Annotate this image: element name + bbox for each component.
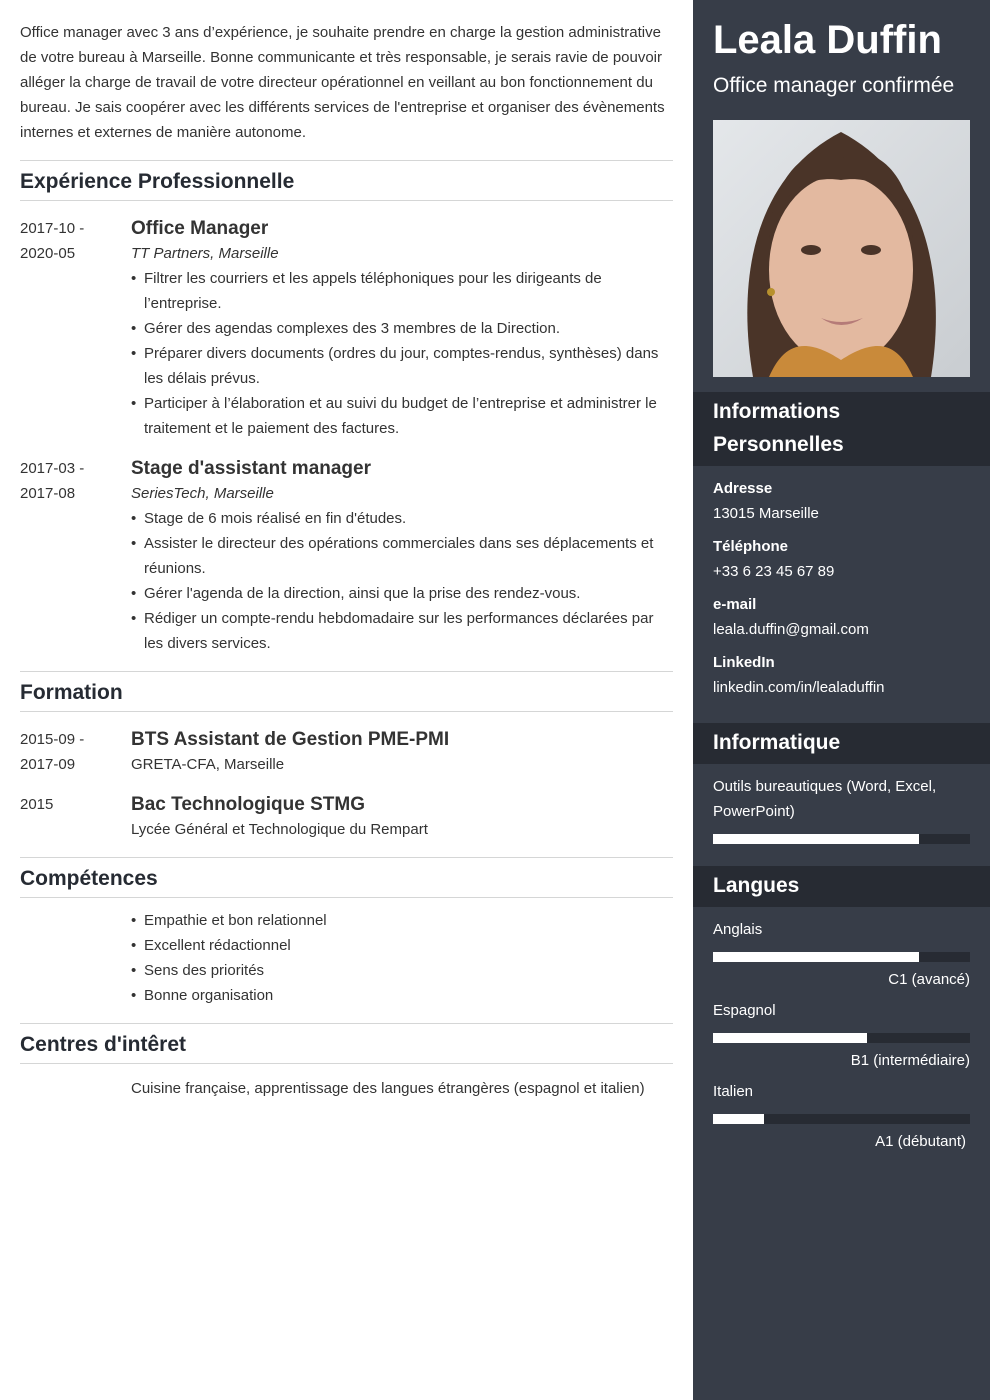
date-start: 2015 (20, 796, 54, 813)
languages (693, 907, 990, 1175)
degree-title: BTS Assistant de Gestion PME-PMI (131, 729, 450, 750)
language-name: Anglais (713, 921, 763, 938)
interests-section (20, 1023, 673, 1101)
education-entry (20, 727, 673, 777)
it-skill-bar (713, 834, 970, 844)
section-title-interests: Centres d'intêret (20, 1023, 673, 1064)
it-skill-bar-fill (713, 834, 919, 844)
task-item: • Rédiger un compte-rendu hebdomadaire sur les performances déclarées par les divers services. (131, 606, 673, 656)
section-title-experience: Expérience Professionnelle (20, 160, 673, 201)
linkedin-label: LinkedIn (713, 654, 775, 671)
education-section (20, 671, 673, 842)
portrait-image (713, 120, 970, 377)
section-title-it: Informatique (693, 723, 990, 764)
task-item: • Filtrer les courriers et les appels téléphoniques pour les dirigeants de l’entreprise. (131, 266, 673, 316)
task-item: • Assister le directeur des opérations commerciales dans ses déplacements et réunions. (131, 531, 673, 581)
it-skill-label: Outils bureautiques (Word, Excel, PowerPoint) (713, 778, 937, 820)
language-bar (713, 952, 970, 962)
language-bar-fill (713, 952, 919, 962)
skills-list (131, 908, 673, 1008)
linkedin-value: linkedin.com/in/lealaduffin (713, 679, 885, 696)
job-title: Stage d'assistant manager (131, 458, 371, 479)
email-label: e-mail (713, 596, 757, 613)
task-item: • Préparer divers documents (ordres du jour, comptes-rendus, synthèses) dans les délais prévus. (131, 341, 673, 391)
experience-section (20, 160, 673, 656)
section-title-languages: Langues (693, 866, 990, 907)
task-item: • Gérer l'agenda de la direction, ainsi que la prise des rendez-vous. (131, 581, 673, 606)
entry-dates (20, 727, 131, 777)
language-bar-fill (713, 1114, 764, 1124)
section-title-education: Formation (20, 671, 673, 712)
job-tasks (131, 266, 673, 441)
skills-section (20, 857, 673, 1008)
task-item: • Gérer des agendas complexes des 3 membres de la Direction. (131, 316, 673, 341)
language-bar (713, 1114, 970, 1124)
language-bar-fill (713, 1033, 867, 1043)
employer: SeriesTech, Marseille (131, 485, 274, 502)
date-start: 2017-03 - (20, 460, 85, 477)
task-item: • Stage de 6 mois réalisé en fin d'études. (131, 506, 673, 531)
profile-summary: Office manager avec 3 ans d’expérience, je souhaite prendre en charge la gestion administrative de votre bureau à Marseille. Bonne communicante et très responsable, je serais ravie de pouvoir alléger la charge de travail de votre directeur opérationnel en veillant au bon fonctionnement du bureau. Je sais coopérer avec les différents services de l'entreprise et organiser des évènements internes et externes de manière autonome. (20, 24, 665, 141)
school: GRETA-CFA, Marseille (131, 756, 285, 773)
school: Lycée Général et Technologique du Rempart (131, 821, 428, 838)
section-title-skills: Compétences (20, 857, 673, 898)
date-end: 2017-09 (20, 756, 76, 773)
language-name: Espagnol (713, 1002, 776, 1019)
degree-title: Bac Technologique STMG (131, 794, 365, 815)
email-value: leala.duffin@gmail.com (713, 621, 869, 638)
entry-dates (20, 216, 131, 441)
date-start: 2015-09 - (20, 731, 85, 748)
section-title-personal-info: Informations Personnelles (693, 392, 990, 466)
skill-item: • Empathie et bon relationnel (131, 908, 673, 933)
experience-entry (20, 456, 673, 656)
task-item: • Participer à l’élaboration et au suivi du budget de l’entreprise et administrer le traitement et le paiement des factures. (131, 391, 673, 441)
skill-item: • Bonne organisation (131, 983, 673, 1008)
date-end: 2017-08 (20, 485, 76, 502)
language-level: B1 (intermédiaire) (850, 1052, 970, 1069)
sidebar (693, 0, 990, 1400)
phone-value: +33 6 23 45 67 89 (713, 563, 835, 580)
language-bar (713, 1033, 970, 1043)
personal-info (693, 466, 990, 723)
it-skills (693, 764, 990, 866)
experience-entry (20, 216, 673, 441)
education-entry (20, 792, 673, 842)
date-start: 2017-10 - (20, 220, 85, 237)
skill-item: • Excellent rédactionnel (131, 933, 673, 958)
portrait-photo (713, 120, 970, 377)
address-value: 13015 Marseille (713, 505, 819, 522)
interests-text: Cuisine française, apprentissage des langues étrangères (espagnol et italien) (131, 1080, 645, 1097)
language-level: C1 (avancé) (888, 971, 970, 988)
employer: TT Partners, Marseille (131, 245, 279, 262)
skill-item: • Sens des priorités (131, 958, 673, 983)
candidate-role: Office manager confirmée (713, 74, 955, 97)
address-label: Adresse (713, 480, 773, 497)
phone-label: Téléphone (713, 538, 789, 555)
date-end: 2020-05 (20, 245, 76, 262)
job-title: Office Manager (131, 218, 269, 239)
language-level: A1 (débutant) (875, 1133, 966, 1150)
candidate-name: Leala Duffin (713, 18, 942, 62)
entry-dates (20, 456, 131, 656)
language-name: Italien (713, 1083, 754, 1100)
entry-dates (20, 792, 131, 842)
job-tasks (131, 506, 673, 656)
